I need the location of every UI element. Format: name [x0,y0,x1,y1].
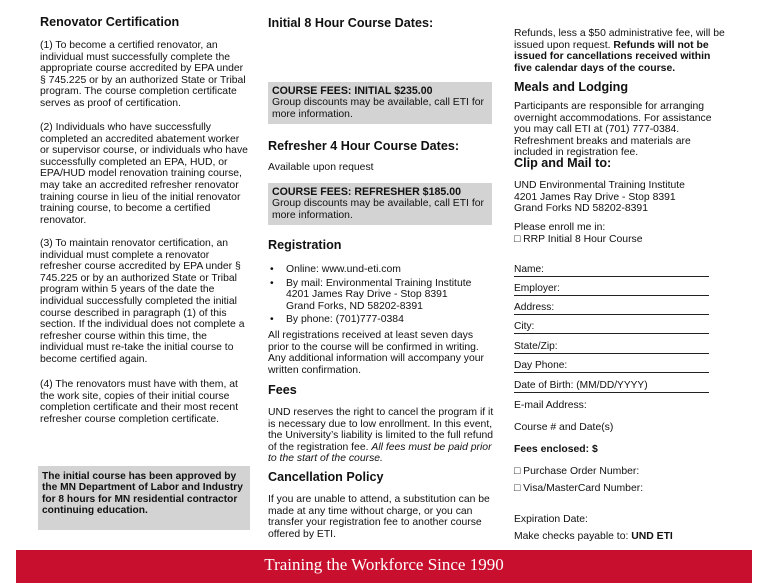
course-dates-field[interactable]: Course # and Date(s) [514,422,614,433]
initial-fee-note: Group discounts may be available, call ETI for more information. [272,97,484,120]
registration-mail-line-1: By mail: Environmental Training Institute [286,277,472,289]
cancellation-text: If you are unable to attend, a substitution can be made at any time without charge, or you can transfer your registration fee to another course offered by ETI. [268,494,490,540]
approval-text: The initial course has been approved by the MN Department of Labor and Industry for 8 hours for MN residential contractor continuing education. [42,471,243,517]
refresher-fee-label: COURSE FEES: REFRESHER $185.00 [272,186,461,198]
section-title-refresher-dates: Refresher 4 Hour Course Dates: [268,139,460,153]
registration-methods [268,264,496,326]
paragraph-4: (4) The renovators must have with them, at the work site, copies of their initial course completion certificate and their most recent refresher course completion certificate. [40,379,239,425]
section-title-registration: Registration [268,238,342,252]
section-title-renovator-certification: Renovator Certification [40,15,180,29]
employer-field[interactable]: Employer: [514,283,709,296]
meals-text: Participants are responsible for arranging overnight accommodations. For assistance you may call ETI at (701) 777-0384. Refreshment breaks and materials are included in registration fee. [514,101,712,159]
footer-tagline: Training the Workforce Since 1990 [264,555,504,574]
section-title-clip-mail: Clip and Mail to: [514,156,612,170]
section-title-fees: Fees [268,383,297,397]
date-of-birth-field[interactable]: Date of Birth: (MM/DD/YYYY) [514,380,709,393]
paragraph-2: (2) Individuals who have successfully completed an accredited abatement worker or supervisor course, or individuals who have successfully completed an EPA, HUD, or EPA/HUD model renovation training course, may take an accredited refresher renovator training course in lieu of the initial renovator training course, to become a certified renovator. [40,122,248,226]
initial-fee-label: COURSE FEES: INITIAL $235.00 [272,85,433,97]
fees-italic-note: All fees must be paid prior to the start of the course. [268,441,492,465]
section-title-meals-lodging: Meals and Lodging [514,80,629,94]
day-phone-field[interactable]: Day Phone: [514,360,709,373]
clip-address-line-2: 4201 James Ray Drive - Stop 8391 [514,191,676,203]
clip-address [514,180,728,215]
city-field[interactable]: City: [514,321,709,334]
footer-banner [16,550,752,583]
refund-text [514,28,728,74]
refund-policy: Refunds, less a $50 administrative fee, will be issued upon request. [514,28,725,51]
checks-payee: UND ETI [631,531,673,542]
registration-mail-line-2: 4201 James Ray Drive - Stop 8391 [286,289,448,301]
registration-mail [268,278,496,313]
enroll-label: Please enroll me in: [514,222,606,233]
registration-online: • Online: www.und-eti.com [268,264,496,276]
refresher-availability: Available upon request [268,162,374,173]
expiration-date-field[interactable]: Expiration Date: [514,514,588,525]
section-title-initial-dates: Initial 8 Hour Course Dates: [268,16,434,30]
registration-phone: • By phone: (701)777-0384 [268,314,496,326]
purchase-order-checkbox[interactable]: □ Purchase Order Number: [514,466,640,477]
fees-policy: UND reserves the right to cancel the program if it is necessary due to low enrollment. In this event, the University’s liability is limited to the full refund of the registration fee. [268,407,494,453]
name-field[interactable]: Name: [514,264,709,277]
email-field[interactable]: E-mail Address: [514,400,587,411]
fees-enclosed-field[interactable]: Fees enclosed: $ [514,444,598,455]
registration-note: All registrations received at least seven days prior to the course will be confirmed in writing. Any additional information will accompany your written confirmation. [268,330,485,376]
address-field[interactable]: Address: [514,302,709,315]
registration-mail-line-3: Grand Forks, ND 58202-8391 [286,300,423,312]
enroll-block [514,222,728,245]
approval-box [38,466,250,530]
visa-mastercard-checkbox[interactable]: □ Visa/MasterCard Number: [514,483,644,494]
checks-payable [514,531,728,543]
section-title-cancellation: Cancellation Policy [268,470,384,484]
clip-address-line-3: Grand Forks ND 58202-8391 [514,203,648,215]
clip-address-line-1: UND Environmental Training Institute [514,180,685,191]
initial-fee-box [268,82,492,124]
checks-payable-label: Make checks payable to: [514,531,629,542]
state-zip-field[interactable]: State/Zip: [514,341,709,354]
fees-text [268,407,496,465]
paragraph-1: (1) To become a certified renovator, an individual must successfully complete the appropriate course accredited by EPA under § 745.225 or by an authorized State or Tribal program. The course completion certificate serves as proof of certification. [40,40,246,109]
paragraph-3: (3) To maintain renovator certification, an individual must complete a renovator refresher course accredited by EPA under § 745.225 or by an authorized State or Tribal program within 5 years of the date the individual successfully completed the initial course described in paragraph (1) of this section. If the individual does not complete a refresher course within this time, the individual must re-take the initial course to become certified again. [40,238,245,365]
refresher-fee-box [268,183,492,225]
enroll-checkbox-rrp-initial[interactable]: □ RRP Initial 8 Hour Course [514,233,643,245]
refund-bold-note: Refunds will not be issued for cancellations received within five calendar days of the course. [514,39,711,74]
refresher-fee-note: Group discounts may be available, call ETI for more information. [272,198,484,221]
